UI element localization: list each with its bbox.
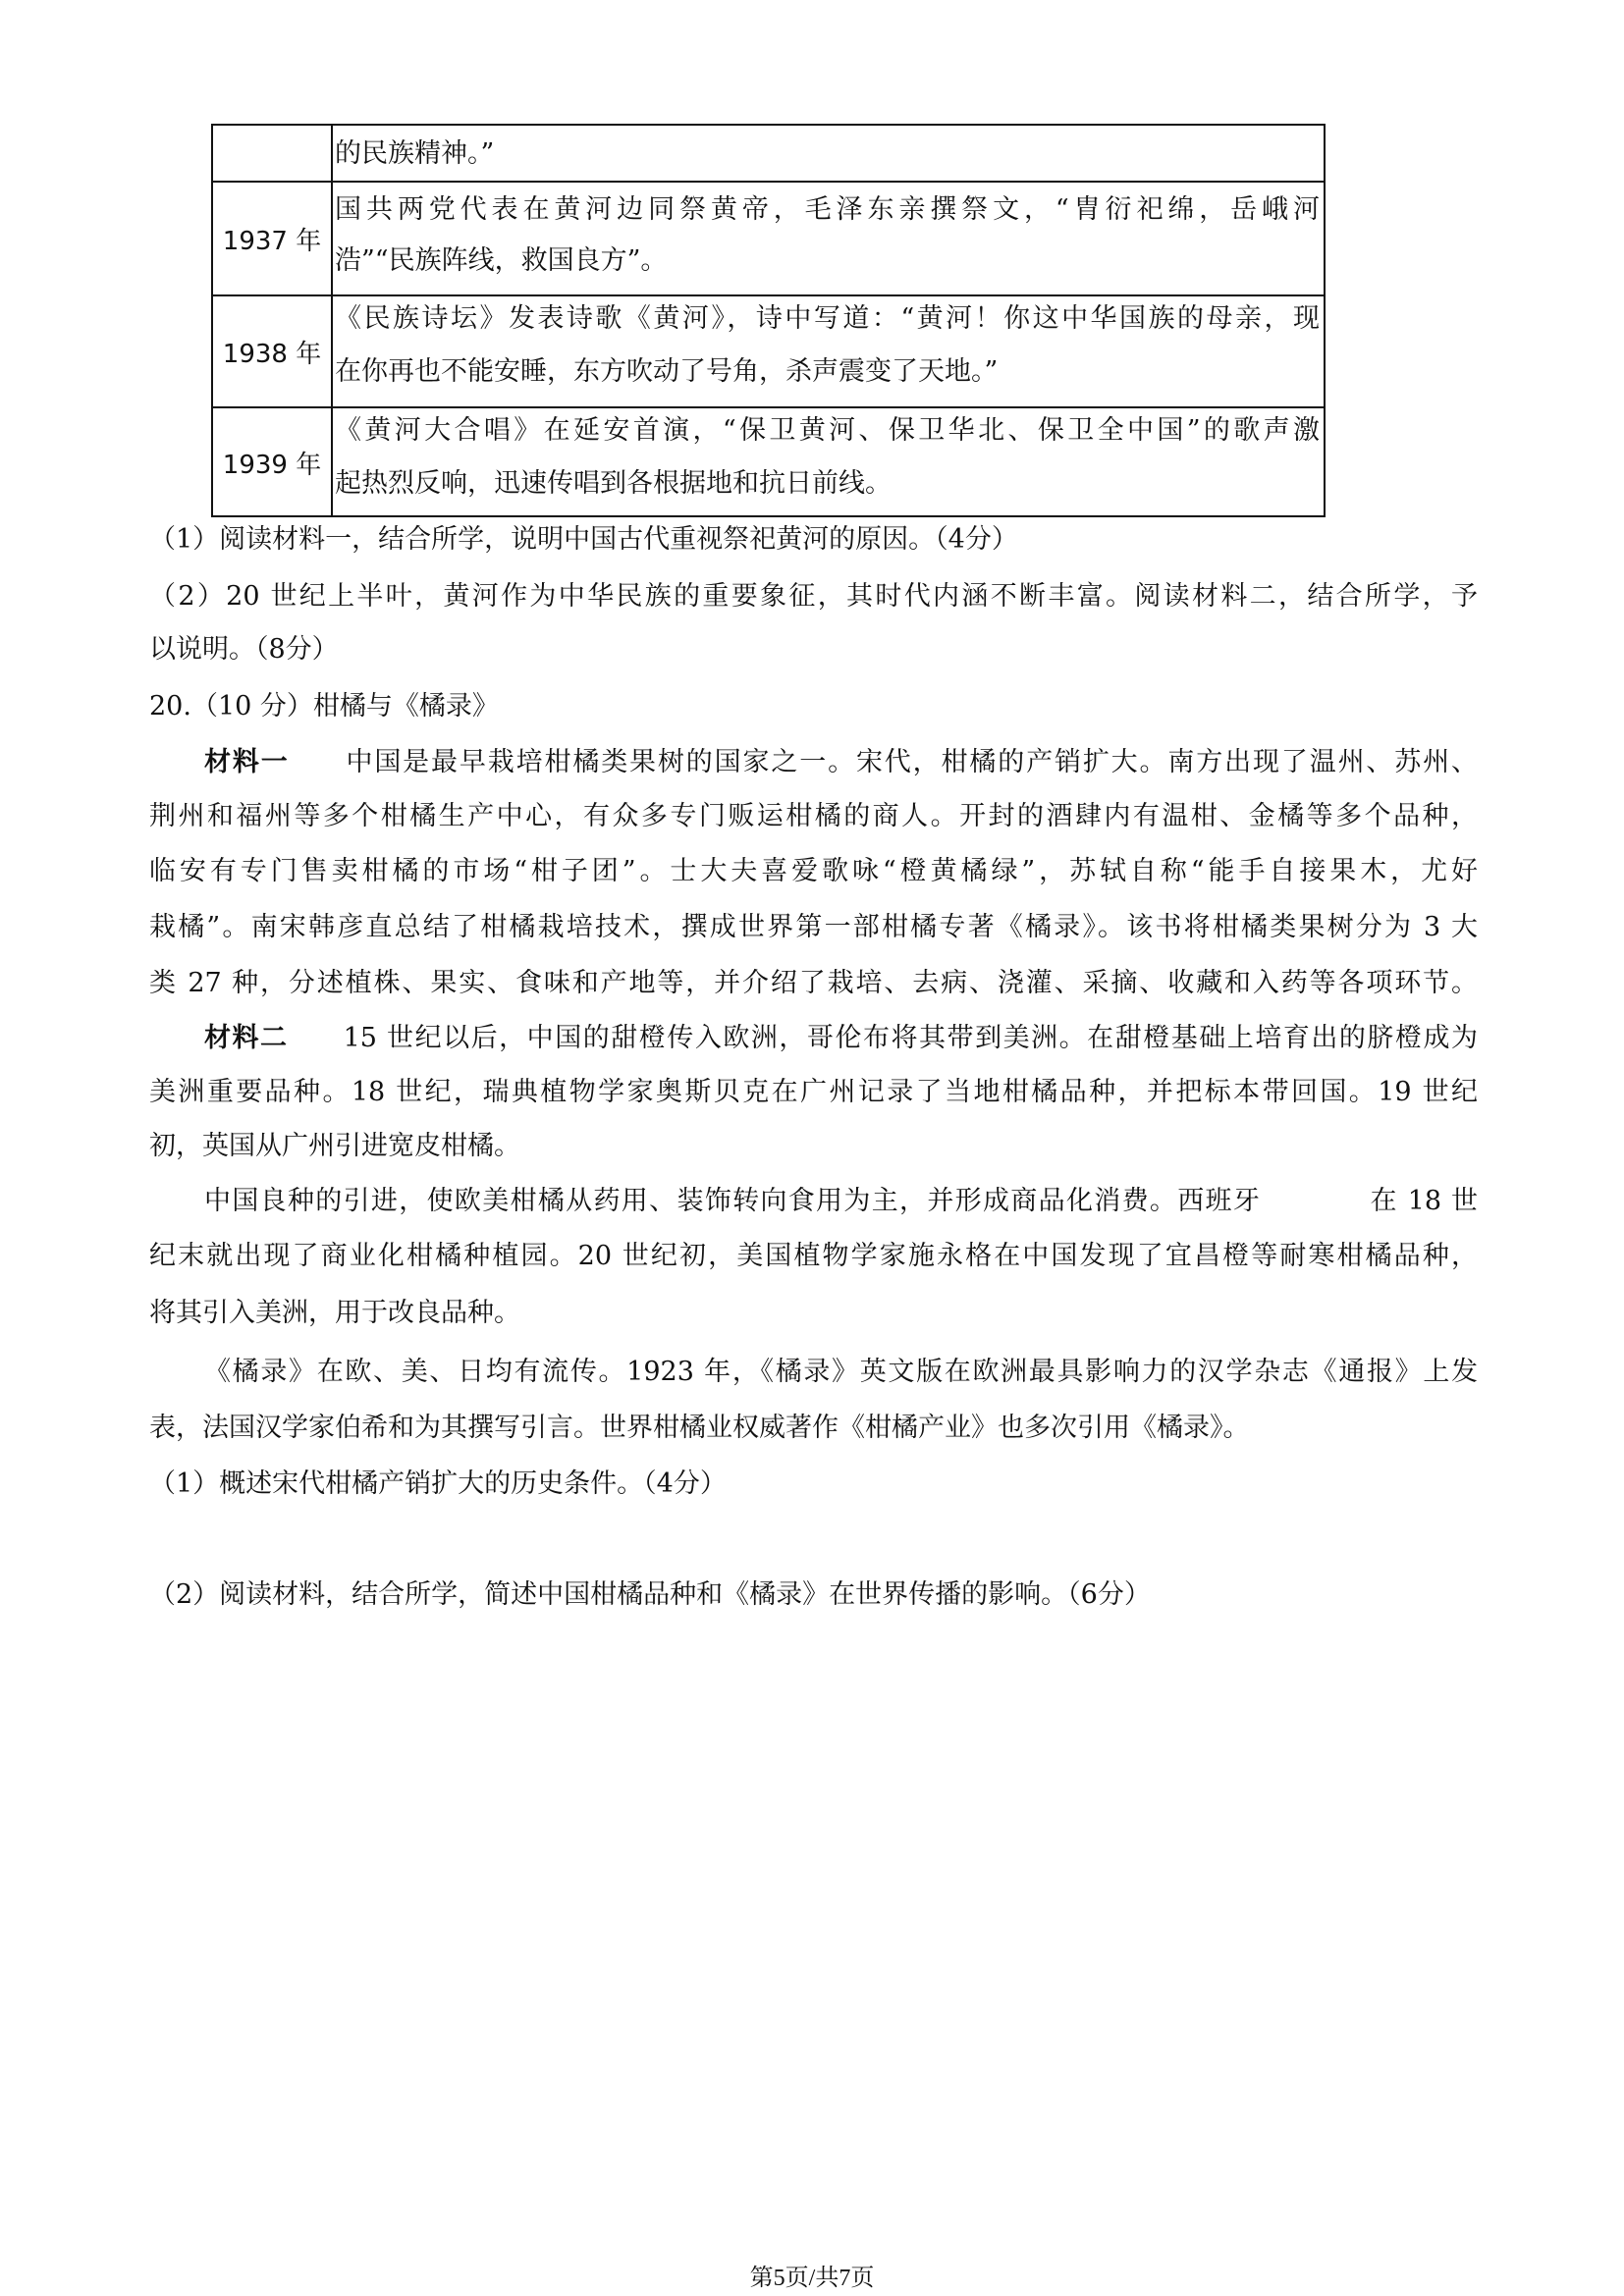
material-2-para3-line: 表，法国汉学家伯希和为其撰写引言。世界柑橘业权威著作《柑橘产业》也多次引用《橘录》。 <box>149 1413 1250 1443</box>
material-1-line: 材料一 中国是最早栽培柑橘类果树的国家之一。宋代，柑橘的产销扩大。南方出现了温州、苏州、 <box>204 747 1478 777</box>
year-cell <box>213 126 333 183</box>
table-row <box>213 126 1324 183</box>
cell-text: 在你再也不能安睡，东方吹动了号角，杀声震变了天地。” <box>335 356 999 387</box>
material-1-label: 材料一 <box>204 747 290 777</box>
material-1-line: 临安有专门售卖柑橘的市场“柑子团”。士大夫喜爱歌咏“橙黄橘绿”，苏轼自称“能手自接果木，尤好 <box>149 856 1478 886</box>
cell-text: 起热烈反响，迅速传唱到各根据地和抗日前线。 <box>335 468 892 499</box>
timeline-table <box>211 124 1326 517</box>
material-2-para2-line: 中国良种的引进，使欧美柑橘从药用、装饰转向食用为主，并形成商品化消费。西班牙 在 18 世 <box>204 1186 1478 1216</box>
cell-text: 《黄河大合唱》在延安首演，“保卫黄河、保卫华北、保卫全中国”的歌声激 <box>335 415 1320 446</box>
material-2-line: 美洲重要品种。18 世纪，瑞典植物学家奥斯贝克在广州记录了当地柑橘品种，并把标本带回国。19 世纪 <box>149 1077 1478 1107</box>
q20-title: 20.（10 分）柑橘与《橘录》 <box>149 691 499 721</box>
content-cell <box>333 183 1324 294</box>
cell-text: 国共两党代表在黄河边同祭黄帝，毛泽东亲撰祭文，“胄衍祀绵，岳峨河 <box>335 194 1320 225</box>
content-cell <box>333 408 1324 516</box>
cell-text: 的民族精神。” <box>335 138 495 169</box>
content-cell <box>333 126 1324 183</box>
year-cell: 1939 年 <box>213 408 333 516</box>
q19-sub1: （1）阅读材料一，结合所学，说明中国古代重视祭祀黄河的原因。（4分） <box>149 524 1018 555</box>
material-1-line: 荆州和福州等多个柑橘生产中心，有众多专门贩运柑橘的商人。开封的酒肆内有温柑、金橘等多个品种， <box>149 801 1478 831</box>
cell-text: 《民族诗坛》发表诗歌《黄河》，诗中写道：“黄河！你这中华国族的母亲，现 <box>335 303 1320 334</box>
q20-sub2: （2）阅读材料，结合所学，简述中国柑橘品种和《橘录》在世界传播的影响。（6分） <box>149 1579 1151 1610</box>
cell-text: 浩”“民族阵线，救国良方”。 <box>335 245 668 276</box>
page-footer: 第5页/共7页 <box>749 2266 875 2291</box>
q20-sub1: （1）概述宋代柑橘产销扩大的历史条件。（4分） <box>149 1468 727 1499</box>
material-2-para2-line: 将其引入美洲，用于改良品种。 <box>149 1298 520 1328</box>
content-cell <box>333 296 1324 406</box>
table-row <box>213 181 1324 294</box>
material-2-label: 材料二 <box>204 1023 289 1053</box>
year-cell: 1937 年 <box>213 183 333 294</box>
material-1-line: 栽橘”。南宋韩彦直总结了柑橘栽培技术，撰成世界第一部柑橘专著《橘录》。该书将柑橘类果树分为 3 大 <box>149 912 1478 942</box>
material-2-line: 材料二 15 世纪以后，中国的甜橙传入欧洲，哥伦布将其带到美洲。在甜橙基础上培育出的脐橙成为 <box>204 1023 1478 1053</box>
material-2-para2-line: 纪末就出现了商业化柑橘种植园。20 世纪初，美国植物学家施永格在中国发现了宜昌橙等耐寒柑橘品种， <box>149 1241 1478 1271</box>
q19-sub2-line: 以说明。（8分） <box>149 634 339 665</box>
table-row <box>213 294 1324 406</box>
material-1-line: 类 27 种，分述植株、果实、食味和产地等，并介绍了栽培、去病、浇灌、采摘、收藏和入药等各项环节。 <box>149 968 1478 998</box>
table-row <box>213 406 1324 516</box>
material-2-line: 初，英国从广州引进宽皮柑橘。 <box>149 1131 520 1161</box>
year-cell: 1938 年 <box>213 296 333 406</box>
q19-sub2-line: （2）20 世纪上半叶，黄河作为中华民族的重要象征，其时代内涵不断丰富。阅读材料二，结合所学，予 <box>149 581 1478 612</box>
material-2-para3-line: 《橘录》在欧、美、日均有流传。1923 年，《橘录》英文版在欧洲最具影响力的汉学杂志《通报》上发 <box>204 1357 1478 1387</box>
